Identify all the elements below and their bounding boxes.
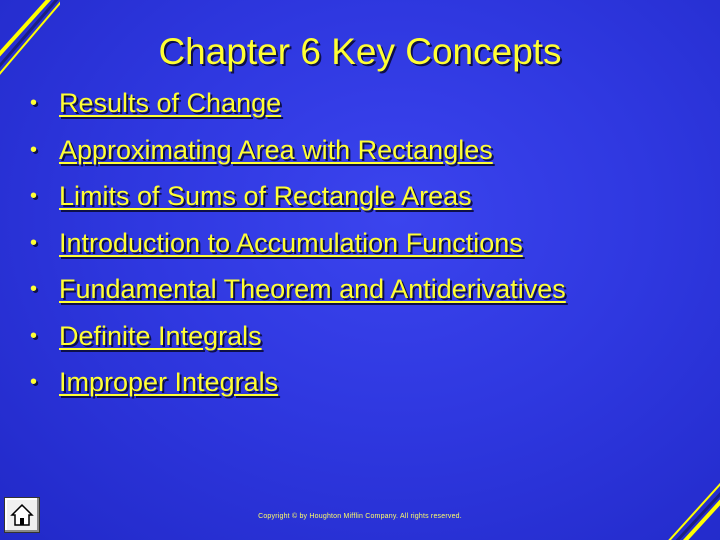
concept-link[interactable]: Fundamental Theorem and Antiderivatives xyxy=(59,274,566,304)
concept-link[interactable]: Improper Integrals xyxy=(59,367,279,397)
bullet-icon: • xyxy=(30,231,38,254)
bullet-icon: • xyxy=(30,92,38,114)
copyright-text: Copyright © by Houghton Mifflin Company. All rights reserved. xyxy=(258,513,462,520)
bullet-icon: • xyxy=(30,138,38,161)
bottom-right-stripe-decoration xyxy=(660,460,720,540)
concept-link[interactable]: Introduction to Accumulation Functions xyxy=(59,227,523,258)
concept-link[interactable]: Approximating Area with Rectangles xyxy=(59,134,493,165)
bullet-icon: • xyxy=(30,324,38,347)
bullet-icon: • xyxy=(30,185,38,207)
concept-link[interactable]: Limits of Sums of Rectangle Areas xyxy=(59,181,472,211)
slide-title: Chapter 6 Key Concepts xyxy=(158,31,562,72)
concept-link[interactable]: Definite Integrals xyxy=(59,320,262,351)
bullet-icon: • xyxy=(30,278,38,300)
concept-link[interactable]: Results of Change xyxy=(59,88,282,118)
bullet-icon: • xyxy=(30,371,38,393)
